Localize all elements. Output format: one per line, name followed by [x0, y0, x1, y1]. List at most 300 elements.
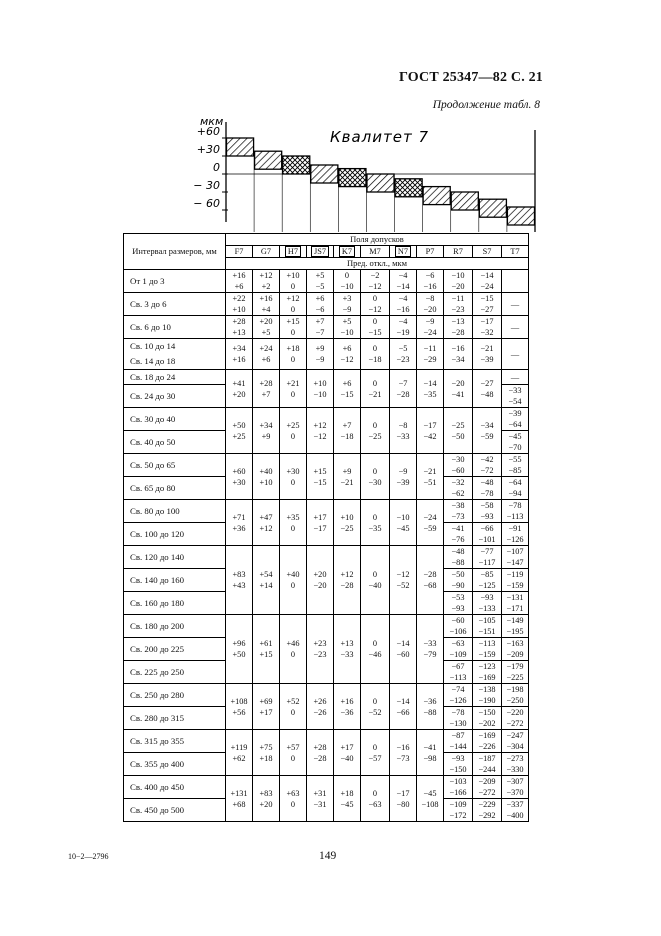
- deviation-value: −27: [480, 378, 494, 388]
- deviation-value: −33: [396, 431, 410, 441]
- tolerance-bar-r7: [451, 192, 478, 210]
- deviation-value: +17: [340, 742, 354, 752]
- deviation-value: −60: [396, 650, 410, 659]
- deviation-value: −94: [508, 489, 522, 498]
- deviation-value: +31: [313, 788, 327, 798]
- deviation-cell-r7: [444, 707, 473, 730]
- diagram-title: Квалитет 7: [330, 128, 430, 146]
- deviation-value: −29: [423, 355, 437, 364]
- deviation-value: 0: [290, 389, 296, 399]
- deviation-value: −12: [340, 355, 354, 364]
- deviation-value: −16: [396, 742, 410, 752]
- deviation-value: −144: [449, 742, 467, 751]
- deviation-value: −119: [506, 570, 524, 579]
- interval-label: Св. 24 до 30: [130, 390, 176, 401]
- deviation-cell-m7: [361, 500, 390, 546]
- deviation-value: −41: [451, 389, 465, 399]
- deviation-value: 0: [290, 305, 296, 314]
- deviation-value: +2: [261, 282, 271, 291]
- deviation-value: +15: [313, 466, 327, 476]
- deviation-cell-s7: [473, 707, 502, 730]
- deviation-cell-p7: [417, 776, 444, 822]
- deviation-value: −169: [478, 731, 496, 740]
- deviation-value: −36: [340, 707, 354, 717]
- deviation-value: −72: [480, 466, 494, 475]
- deviation-value: −12: [368, 305, 382, 314]
- deviation-cell-p7: [417, 370, 444, 408]
- deviation-value: −90: [451, 581, 465, 590]
- deviation-value: +68: [232, 799, 246, 809]
- deviation-value: +12: [259, 271, 273, 280]
- deviation-cell-k7: [334, 339, 361, 370]
- deviation-value: −51: [423, 477, 437, 487]
- deviation-value: −105: [478, 616, 496, 625]
- deviation-value: −91: [508, 524, 522, 533]
- deviation-cell-k7: [334, 684, 361, 730]
- deviation-cell-n7: [390, 730, 417, 776]
- field-label: N7: [395, 246, 411, 257]
- deviation-value: +16: [340, 696, 354, 706]
- deviation-value: +15: [286, 317, 300, 326]
- deviation-cell-s7: [473, 638, 502, 661]
- deviation-value: −46: [368, 650, 382, 659]
- deviation-value: +43: [232, 581, 246, 590]
- deviation-value: −10: [340, 328, 354, 337]
- deviation-cell-r7: [444, 523, 473, 546]
- interval-label: Св. 200 до 225: [130, 643, 185, 654]
- interval-label: Св. 10 до 14: [130, 341, 176, 351]
- deviation-value: −25: [368, 431, 382, 441]
- tolerance-bar-m7: [367, 174, 394, 192]
- deviation-cell-js7: [307, 270, 334, 293]
- deviation-value: −229: [478, 800, 496, 809]
- deviation-cell-g7: [253, 293, 280, 316]
- deviation-cell-k7: [334, 316, 361, 339]
- deviation-cell-t7: [502, 592, 529, 615]
- deviation-cell-k7: [334, 370, 361, 408]
- deviation-value: −250: [506, 696, 524, 705]
- deviation-cell-s7: [473, 569, 502, 592]
- deviation-value: +23: [313, 639, 327, 648]
- deviation-cell-k7: [334, 615, 361, 684]
- deviation-value: −55: [508, 455, 522, 464]
- deviation-value: −64: [508, 478, 522, 487]
- deviation-value: −53: [451, 593, 465, 602]
- deviation-cell-t7: [502, 385, 529, 408]
- deviation-cell-p7: [417, 730, 444, 776]
- deviation-value: 0: [372, 570, 378, 579]
- interval-label: Св. 225 до 250: [130, 666, 185, 677]
- deviation-cell-s7: [473, 293, 502, 316]
- deviation-cell-h7: [280, 293, 307, 316]
- deviation-value: +18: [286, 344, 300, 353]
- deviation-cell-m7: [361, 316, 390, 339]
- deviation-cell-n7: [390, 370, 417, 408]
- tolerance-table: [123, 233, 529, 822]
- deviation-value: −150: [449, 765, 467, 774]
- deviation-value: −272: [478, 788, 496, 797]
- deviation-value: 0: [372, 420, 378, 430]
- deviation-cell-g7: [253, 339, 280, 370]
- deviation-cell-r7: [444, 293, 473, 316]
- deviation-cell-k7: [334, 500, 361, 546]
- deviation-value: +71: [232, 512, 246, 522]
- deviation-cell-js7: [307, 730, 334, 776]
- deviation-value: −17: [313, 523, 327, 533]
- deviation-value: −87: [451, 731, 465, 740]
- deviation-value: +22: [232, 294, 246, 303]
- deviation-value: −209: [506, 650, 524, 659]
- deviation-value: +6: [342, 378, 352, 388]
- interval-header: Интервал размеров, мм: [124, 234, 226, 270]
- deviation-value: −11: [451, 294, 465, 303]
- deviation-value: −9: [342, 305, 352, 314]
- deviation-cell-g7: [253, 615, 280, 684]
- deviation-cell-m7: [361, 293, 390, 316]
- deviation-value: −2: [370, 271, 380, 280]
- deviation-value: −8: [425, 294, 435, 303]
- table-row: [124, 293, 529, 316]
- deviation-cell-r7: [444, 270, 473, 293]
- deviation-cell-n7: [390, 339, 417, 370]
- deviation-cell-s7: [473, 523, 502, 546]
- size-interval: [124, 776, 226, 799]
- tolerance-bar-k7: [339, 169, 366, 187]
- deviation-cell-r7: [444, 753, 473, 776]
- deviation-cell-s7: [473, 339, 502, 370]
- deviation-value: −66: [480, 524, 494, 533]
- deviation-value: +20: [313, 570, 327, 579]
- deviation-value: −5: [315, 282, 325, 291]
- size-interval: [124, 270, 226, 293]
- deviation-value: −21: [340, 477, 354, 487]
- tolerance-bar-n7: [395, 179, 422, 197]
- deviation-value: 0: [372, 512, 378, 522]
- deviation-value: +28: [259, 378, 273, 388]
- table-row: [124, 270, 529, 293]
- deviation-value: 0: [372, 317, 378, 326]
- interval-label: Св. 6 до 10: [130, 321, 171, 332]
- deviation-cell-g7: [253, 316, 280, 339]
- deviation-value: −16: [451, 344, 465, 353]
- deviation-cell-k7: [334, 293, 361, 316]
- deviation-value: −64: [508, 420, 522, 429]
- deviation-value: +75: [259, 742, 273, 752]
- deviation-value: −109: [449, 800, 467, 809]
- size-interval: [124, 638, 226, 661]
- deviation-value: −171: [506, 604, 524, 613]
- deviation-value: +13: [232, 328, 246, 337]
- deviation-value: 0: [290, 753, 296, 763]
- deviation-cell-s7: [473, 799, 502, 822]
- deviation-cell-g7: [253, 270, 280, 293]
- deviation-cell-r7: [444, 730, 473, 753]
- deviation-cell-f7: [226, 370, 253, 408]
- table-row: [124, 730, 529, 753]
- deviation-cell-n7: [390, 615, 417, 684]
- deviation-cell-r7: [444, 615, 473, 638]
- deviation-value: −226: [478, 742, 496, 751]
- deviation-value: −77: [480, 547, 494, 556]
- field-header-k7: [334, 246, 361, 258]
- deviation-value: −32: [451, 478, 465, 487]
- deviation-value: −126: [449, 696, 467, 705]
- deviation-value: −159: [478, 650, 496, 659]
- deviation-cell-t7: [502, 546, 529, 569]
- deviation-value: −147: [506, 558, 524, 567]
- deviation-value: +6: [261, 355, 271, 364]
- deviation-value: −21: [368, 389, 382, 399]
- deviation-value: −40: [340, 753, 354, 763]
- tolerance-diagram: [190, 110, 550, 232]
- interval-label: Св. 180 до 200: [130, 620, 185, 631]
- deviation-cell-k7: [334, 546, 361, 615]
- deviation-cell-t7: [502, 293, 529, 316]
- deviation-cell-g7: [253, 776, 280, 822]
- deviation-cell-s7: [473, 316, 502, 339]
- deviation-cell-t7: [502, 615, 529, 638]
- deviation-value: −21: [423, 466, 437, 476]
- deviation-value: +9: [315, 344, 325, 353]
- deviation-value: +12: [313, 420, 327, 430]
- deviation-value: −150: [478, 708, 496, 717]
- deviation-value: −10: [340, 282, 354, 291]
- deviation-value: 0: [372, 294, 378, 303]
- y-tick-label: 0: [213, 161, 220, 174]
- deviation-value: +9: [342, 466, 352, 476]
- deviation-value: −130: [449, 719, 467, 728]
- deviation-value: −38: [451, 501, 465, 510]
- deviation-cell-js7: [307, 500, 334, 546]
- deviation-value: +6: [315, 294, 325, 303]
- deviation-value: +35: [286, 512, 300, 522]
- tolerance-bar-t7: [507, 207, 534, 225]
- deviation-value: −19: [396, 328, 410, 337]
- deviation-value: −195: [506, 627, 524, 636]
- deviation-value: −190: [478, 696, 496, 705]
- page-header: ГОСТ 25347—82 С. 21: [399, 70, 543, 85]
- deviation-value: −12: [368, 282, 382, 291]
- deviation-value: +7: [315, 317, 325, 326]
- deviation-cell-p7: [417, 316, 444, 339]
- interval-label: Св. 280 до 315: [130, 712, 185, 723]
- deviation-cell-r7: [444, 454, 473, 477]
- deviation-value: −20: [313, 581, 327, 590]
- deviation-value: +83: [232, 570, 246, 579]
- deviation-value: −28: [423, 570, 437, 579]
- deviation-cell-s7: [473, 776, 502, 799]
- deviation-cell-m7: [361, 370, 390, 408]
- deviation-value: +34: [232, 344, 246, 353]
- deviation-cell-r7: [444, 799, 473, 822]
- deviation-value: −57: [368, 753, 382, 763]
- deviation-value: −23: [396, 355, 410, 364]
- interval-label: Св. 80 до 100: [130, 505, 180, 516]
- deviation-cell-t7: [502, 370, 529, 385]
- deviation-cell-g7: [253, 546, 280, 615]
- deviation-value: −76: [451, 535, 465, 544]
- deviation-value: −17: [480, 317, 494, 326]
- field-header-p7: P7: [417, 246, 444, 258]
- deviation-value: −400: [506, 811, 524, 820]
- deviation-cell-t7: [502, 500, 529, 523]
- deviation-cell-n7: [390, 776, 417, 822]
- deviation-value: −66: [396, 707, 410, 717]
- deviation-value: −32: [480, 328, 494, 337]
- deviation-value: +5: [261, 328, 271, 337]
- deviation-value: −41: [423, 742, 437, 752]
- deviation-value: +119: [230, 742, 248, 752]
- deviation-value: −36: [423, 696, 437, 706]
- deviation-value: −20: [423, 305, 437, 314]
- deviation-value: −4: [398, 294, 408, 303]
- deviation-value: +5: [342, 317, 352, 326]
- deviation-value: +12: [259, 523, 273, 533]
- deviation-cell-f7: [226, 500, 253, 546]
- deviation-value: +17: [259, 707, 273, 717]
- deviation-value: −123: [478, 662, 496, 671]
- deviation-value: −39: [396, 477, 410, 487]
- size-interval: [124, 339, 226, 370]
- deviation-value: −98: [423, 753, 437, 763]
- deviation-value: −15: [480, 294, 494, 303]
- deviation-value: −17: [396, 788, 410, 798]
- deviation-value: −5: [398, 344, 408, 353]
- deviation-cell-p7: [417, 615, 444, 684]
- deviation-cell-s7: [473, 477, 502, 500]
- deviation-cell-f7: [226, 730, 253, 776]
- deviation-value: −67: [451, 662, 465, 671]
- deviation-value: −27: [480, 305, 494, 314]
- deviation-value: −24: [480, 282, 494, 291]
- field-label: K7: [339, 246, 355, 257]
- deviation-cell-p7: [417, 500, 444, 546]
- deviation-value: −337: [506, 800, 524, 809]
- deviation-value: −48: [480, 478, 494, 487]
- deviation-cell-js7: [307, 776, 334, 822]
- deviation-cell-n7: [390, 270, 417, 293]
- deviation-value: −70: [508, 443, 522, 452]
- field-header-f7: F7: [226, 246, 253, 258]
- page-number: 149: [319, 850, 337, 862]
- deviation-value: +60: [232, 466, 246, 476]
- deviation-cell-r7: [444, 661, 473, 684]
- interval-label: Св. 40 до 50: [130, 436, 176, 447]
- deviation-value: +28: [313, 742, 327, 752]
- deviation-value: −28: [340, 581, 354, 590]
- deviation-value: −60: [451, 466, 465, 475]
- deviation-value: −4: [398, 271, 408, 280]
- tolerance-bar-f7: [227, 138, 254, 156]
- interval-label: Св. 120 до 140: [130, 551, 185, 562]
- deviation-value: 0: [372, 344, 378, 353]
- deviation-cell-js7: [307, 370, 334, 408]
- table-row: [124, 370, 529, 385]
- deviation-cell-t7: [502, 477, 529, 500]
- interval-label: Св. 140 до 160: [130, 574, 185, 585]
- deviation-cell-t7: [502, 799, 529, 822]
- deviation-cell-js7: [307, 546, 334, 615]
- deviation-value: −28: [313, 753, 327, 763]
- interval-label: Св. 50 до 65: [130, 459, 176, 470]
- deviation-cell-s7: [473, 592, 502, 615]
- deviation-value: −18: [368, 355, 382, 364]
- deviation-value: +34: [259, 420, 273, 430]
- deviation-value: −88: [451, 558, 465, 567]
- deviation-cell-n7: [390, 500, 417, 546]
- deviation-value: −78: [480, 489, 494, 498]
- deviation-cell-p7: [417, 546, 444, 615]
- deviation-value: −48: [451, 547, 465, 556]
- deviation-cell-js7: [307, 293, 334, 316]
- deviation-value: −93: [480, 593, 494, 602]
- deviation-value: −149: [506, 616, 524, 625]
- deviation-value: +62: [232, 753, 246, 763]
- deviation-value: −93: [451, 604, 465, 613]
- deviation-value: +25: [232, 431, 246, 441]
- deviation-value: −117: [478, 558, 496, 567]
- deviation-cell-f7: [226, 454, 253, 500]
- deviation-value: −45: [340, 799, 354, 809]
- deviation-cell-p7: [417, 293, 444, 316]
- deviation-cell-t7: [502, 454, 529, 477]
- table-row: [124, 454, 529, 477]
- deviation-value: −107: [506, 547, 524, 556]
- deviation-value: −24: [423, 328, 437, 337]
- y-tick-label: +30: [196, 143, 220, 156]
- interval-label: Св. 160 до 180: [130, 597, 185, 608]
- deviation-cell-t7: [502, 408, 529, 431]
- deviation-value: −28: [396, 389, 410, 399]
- deviation-value: −4: [398, 317, 408, 326]
- deviation-value: 0: [372, 378, 378, 388]
- deviation-cell-js7: [307, 339, 334, 370]
- deviation-cell-f7: [226, 776, 253, 822]
- deviation-value: −41: [451, 524, 465, 533]
- deviation-cell-n7: [390, 684, 417, 730]
- deviation-value: −10: [396, 512, 410, 522]
- size-interval: [124, 753, 226, 776]
- size-interval: [124, 477, 226, 500]
- deviation-value: −244: [478, 765, 496, 774]
- deviation-value: −59: [480, 431, 494, 441]
- deviation-cell-k7: [334, 270, 361, 293]
- y-tick-label: − 60: [193, 197, 220, 210]
- deviation-value: −292: [478, 811, 496, 820]
- deviation-value: 0: [290, 431, 296, 441]
- interval-label: Св. 315 до 355: [130, 735, 185, 746]
- deviation-value: −101: [478, 535, 496, 544]
- deviation-value: −131: [506, 593, 524, 602]
- deviation-value: +54: [259, 570, 273, 579]
- deviation-value: +16: [259, 294, 273, 303]
- deviation-value: +6: [234, 282, 244, 291]
- deviation-value: −9: [398, 466, 408, 476]
- deviation-value: −113: [506, 512, 524, 521]
- deviation-value: −13: [451, 317, 465, 326]
- deviation-cell-m7: [361, 339, 390, 370]
- deviation-value: −21: [480, 344, 494, 353]
- deviation-value: +52: [286, 696, 300, 706]
- deviation-value: +10: [259, 477, 273, 487]
- deviation-value: −7: [398, 378, 408, 388]
- size-interval: [124, 661, 226, 684]
- deviation-cell-t7: [502, 684, 529, 707]
- size-interval: [124, 293, 226, 316]
- deviation-cell-r7: [444, 477, 473, 500]
- deviation-value: —: [510, 349, 520, 359]
- deviation-value: −9: [315, 355, 325, 364]
